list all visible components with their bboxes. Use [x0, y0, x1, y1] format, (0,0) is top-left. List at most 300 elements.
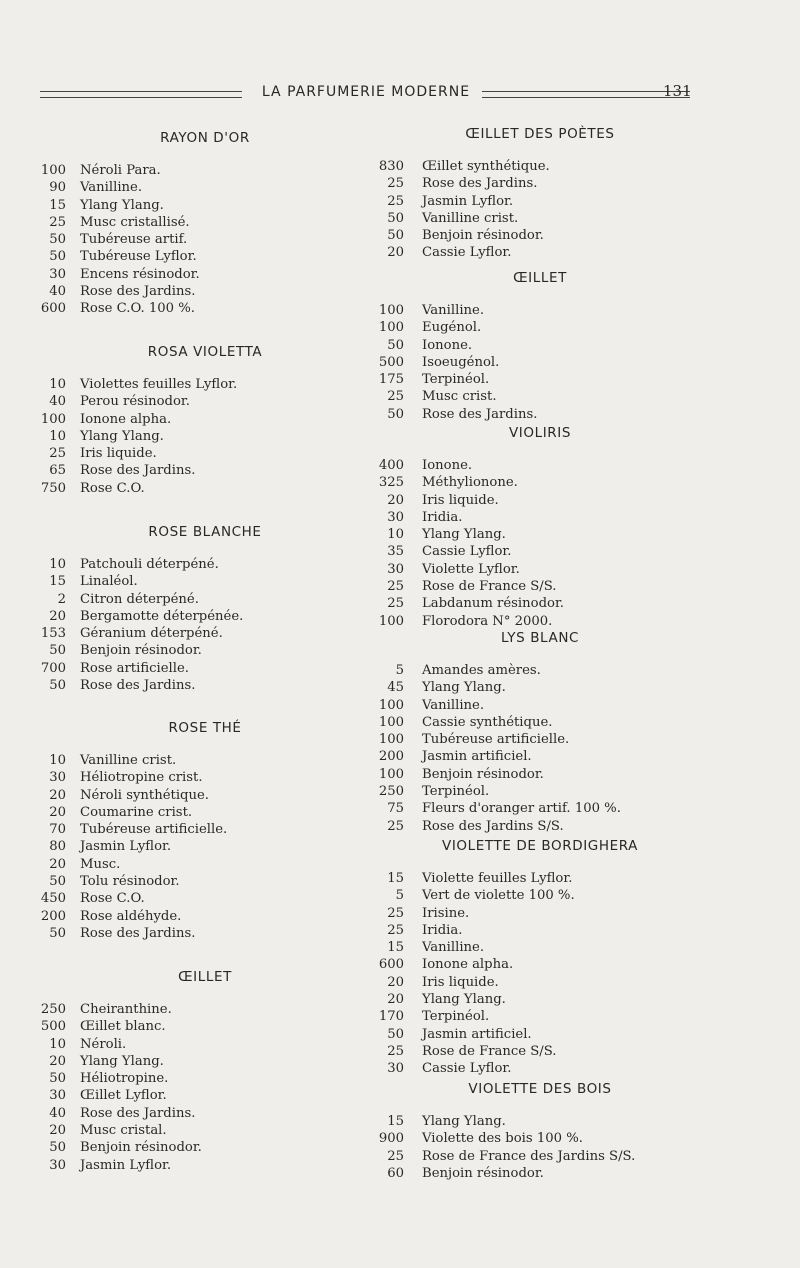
ingredient-row: [370, 302, 670, 319]
ingredient-row: [370, 679, 670, 696]
ingredient-quantity: 500: [40, 1019, 66, 1035]
ingredient-quantity: 15: [387, 871, 404, 886]
ingredient-row: [30, 677, 350, 694]
ingredient-row: [30, 283, 350, 300]
ingredient-row: [370, 613, 670, 630]
ingredient-row: [30, 1087, 350, 1104]
ingredient-quantity: 15: [49, 197, 66, 213]
ingredient-quantity: 170: [378, 1009, 404, 1025]
ingredient-row: [370, 939, 670, 956]
ingredient-row: [370, 922, 670, 939]
ingredient-quantity: 50: [49, 678, 66, 694]
ingredient-quantity: 25: [387, 1148, 404, 1164]
ingredient-name: Vanilline.: [80, 180, 143, 196]
ingredient-name: Citron déterpéné.: [80, 591, 199, 607]
ingredient-quantity: 200: [378, 749, 404, 765]
ingredient-list: [30, 1001, 350, 1174]
ingredient-name: Vanilline.: [422, 303, 485, 318]
recipe-title: ŒILLET DES POÈTES: [465, 126, 615, 142]
ingredient-name: Labdanum résinodor.: [422, 596, 565, 612]
ingredient-row: [370, 354, 670, 371]
ingredient-quantity: 50: [387, 228, 404, 244]
ingredient-quantity: 50: [49, 232, 66, 248]
ingredient-quantity: 25: [387, 905, 404, 921]
ingredient-name: Ylang Ylang.: [422, 527, 506, 543]
ingredient-row: [370, 905, 670, 922]
ingredient-quantity: 30: [49, 266, 66, 282]
ingredient-name: Jasmin Lyflor.: [80, 1157, 172, 1173]
ingredient-name: Bergamotte déterpénée.: [80, 608, 244, 624]
ingredient-name: Iridia.: [422, 509, 463, 525]
ingredient-row: [370, 766, 670, 783]
ingredient-row: [370, 319, 670, 336]
ingredient-name: Ionone alpha.: [422, 957, 514, 973]
ingredient-row: [370, 1130, 670, 1147]
ingredient-row: [370, 543, 670, 560]
recipe: [370, 270, 670, 423]
ingredient-quantity: 5: [395, 663, 404, 678]
ingredient-name: Rose des Jardins.: [80, 284, 196, 300]
ingredient-row: [30, 908, 350, 925]
recipe: [30, 344, 350, 497]
ingredient-name: Jasmin Lyflor.: [422, 193, 514, 209]
ingredient-list: [30, 752, 350, 942]
ingredient-quantity: 100: [40, 163, 66, 178]
ingredient-quantity: 30: [49, 770, 66, 786]
ingredient-name: Terpinéol.: [422, 1009, 490, 1025]
ingredient-name: Tubéreuse artificielle.: [422, 732, 570, 748]
ingredient-quantity: 40: [49, 284, 66, 300]
ingredient-name: Cheiranthine.: [80, 1002, 172, 1017]
ingredient-row: [30, 480, 350, 497]
ingredient-row: [30, 769, 350, 786]
ingredient-row: [370, 1113, 670, 1130]
ingredient-name: Violette Lyflor.: [422, 561, 520, 577]
recipe: [370, 838, 670, 1078]
ingredient-row: [370, 210, 670, 227]
ingredient-row: [370, 731, 670, 748]
ingredient-quantity: 450: [40, 891, 66, 907]
ingredient-quantity: 200: [40, 908, 66, 924]
ingredient-name: Benjoin résinodor.: [422, 228, 544, 244]
ingredient-row: [370, 388, 670, 405]
ingredient-quantity: 10: [49, 428, 66, 444]
ingredient-name: Rose artificielle.: [80, 660, 189, 676]
ingredient-quantity: 900: [378, 1131, 404, 1147]
ingredient-row: [370, 887, 670, 904]
ingredient-name: Ionone.: [422, 337, 473, 353]
ingredient-quantity: 250: [40, 1002, 66, 1017]
ingredient-name: Benjoin résinodor.: [422, 1165, 544, 1181]
ingredient-row: [30, 376, 350, 393]
ingredient-name: Violettes feuilles Lyflor.: [80, 377, 238, 392]
ingredient-quantity: 30: [49, 1088, 66, 1104]
ingredient-name: Jasmin artificiel.: [422, 749, 532, 765]
ingredient-name: Benjoin résinodor.: [422, 766, 544, 782]
ingredient-name: Tolu résinodor.: [80, 874, 180, 890]
ingredient-quantity: 30: [387, 509, 404, 525]
ingredient-name: Jasmin Lyflor.: [80, 839, 172, 855]
ingredient-name: Coumarine crist.: [80, 804, 193, 820]
ingredient-quantity: 15: [387, 940, 404, 956]
ingredient-row: [30, 1036, 350, 1053]
ingredient-quantity: 10: [49, 557, 66, 572]
ingredient-row: [370, 193, 670, 210]
ingredient-name: Musc cristallisé.: [80, 214, 190, 230]
ingredient-row: [30, 214, 350, 231]
ingredient-row: [30, 1001, 350, 1018]
ingredient-quantity: 25: [387, 922, 404, 938]
recipe: [370, 1081, 670, 1182]
ingredient-name: Rose des Jardins.: [80, 678, 196, 694]
ingredient-name: Œillet synthétique.: [422, 159, 550, 174]
ingredient-name: Géranium déterpéné.: [80, 626, 223, 642]
recipe: [370, 630, 670, 835]
ingredient-name: Rose des Jardins S/S.: [422, 818, 564, 834]
ingredient-row: [30, 179, 350, 196]
ingredient-name: Iridia.: [422, 922, 463, 938]
ingredient-quantity: 250: [378, 784, 404, 800]
ingredient-quantity: 175: [378, 372, 404, 388]
ingredient-row: [30, 660, 350, 677]
recipe: [30, 130, 350, 318]
ingredient-name: Cassie Lyflor.: [422, 544, 512, 560]
ingredient-quantity: 100: [378, 697, 404, 713]
ingredient-row: [370, 1148, 670, 1165]
ingredient-name: Amandes amères.: [422, 663, 541, 678]
running-title: LA PARFUMERIE MODERNE: [261, 84, 471, 100]
ingredient-name: Irisine.: [422, 905, 470, 921]
ingredient-quantity: 25: [387, 596, 404, 612]
ingredient-row: [30, 1122, 350, 1139]
ingredient-row: [370, 1008, 670, 1025]
header-rule-right: [482, 91, 690, 98]
ingredient-name: Vanilline crist.: [80, 753, 177, 768]
recipe: [370, 425, 670, 630]
ingredient-name: Rose de France S/S.: [422, 579, 557, 595]
ingredient-quantity: 20: [387, 245, 404, 261]
ingredient-name: Vert de violette 100 %.: [422, 888, 575, 904]
ingredient-quantity: 15: [49, 574, 66, 590]
recipe-title: ROSA VIOLETTA: [147, 344, 263, 360]
recipe-title: VIOLIRIS: [508, 425, 572, 441]
ingredient-row: [30, 231, 350, 248]
ingredient-quantity: 50: [387, 1026, 404, 1042]
ingredient-quantity: 20: [387, 992, 404, 1008]
ingredient-quantity: 100: [378, 613, 404, 629]
ingredient-row: [370, 561, 670, 578]
ingredient-name: Rose C.O.: [80, 891, 145, 907]
ingredient-name: Patchouli déterpéné.: [80, 557, 219, 572]
ingredient-name: Musc.: [80, 856, 121, 872]
header-rule-left: [40, 91, 242, 98]
ingredient-quantity: 600: [378, 957, 404, 973]
ingredient-row: [30, 445, 350, 462]
ingredient-name: Rose des Jardins.: [422, 176, 538, 192]
ingredient-list: [30, 162, 350, 318]
ingredient-row: [370, 956, 670, 973]
ingredient-name: Cassie Lyflor.: [422, 245, 512, 261]
ingredient-list: [370, 662, 670, 835]
ingredient-name: Musc crist.: [422, 389, 497, 405]
ingredient-row: [370, 662, 670, 679]
ingredient-quantity: 830: [378, 159, 404, 174]
ingredient-row: [30, 428, 350, 445]
ingredient-quantity: 50: [387, 406, 404, 422]
ingredient-name: Néroli.: [80, 1036, 127, 1052]
ingredient-quantity: 25: [387, 176, 404, 192]
ingredient-list: [370, 1113, 670, 1182]
ingredient-name: Rose aldéhyde.: [80, 908, 182, 924]
ingredient-row: [30, 1139, 350, 1156]
ingredient-row: [30, 411, 350, 428]
ingredient-row: [370, 337, 670, 354]
ingredient-row: [370, 1060, 670, 1077]
ingredient-name: Néroli synthétique.: [80, 787, 209, 803]
ingredient-row: [30, 642, 350, 659]
ingredient-list: [370, 870, 670, 1078]
ingredient-name: Rose des Jardins.: [80, 463, 196, 479]
ingredient-row: [370, 991, 670, 1008]
ingredient-name: Terpinéol.: [422, 372, 490, 388]
ingredient-quantity: 10: [49, 753, 66, 768]
ingredient-quantity: 75: [387, 801, 404, 817]
ingredient-row: [370, 800, 670, 817]
ingredient-quantity: 5: [395, 888, 404, 904]
page-number: 131: [663, 82, 692, 100]
recipe: [30, 524, 350, 694]
ingredient-quantity: 30: [387, 561, 404, 577]
ingredient-row: [370, 783, 670, 800]
ingredient-row: [30, 873, 350, 890]
ingredient-name: Ionone alpha.: [80, 411, 172, 427]
ingredient-name: Vanilline crist.: [422, 210, 519, 226]
ingredient-quantity: 100: [40, 411, 66, 427]
ingredient-quantity: 100: [378, 714, 404, 730]
ingredient-row: [370, 748, 670, 765]
ingredient-row: [370, 974, 670, 991]
recipe-title: ROSE THÉ: [168, 720, 242, 736]
ingredient-quantity: 20: [49, 1123, 66, 1139]
ingredient-name: Iris liquide.: [422, 974, 499, 990]
ingredient-row: [30, 266, 350, 283]
ingredient-row: [370, 509, 670, 526]
ingredient-row: [370, 818, 670, 835]
ingredient-row: [30, 197, 350, 214]
ingredient-name: Ylang Ylang.: [422, 992, 506, 1008]
ingredient-name: Néroli Para.: [80, 163, 161, 178]
ingredient-quantity: 700: [40, 660, 66, 676]
ingredient-name: Tubéreuse artif.: [80, 232, 188, 248]
ingredient-name: Ylang Ylang.: [80, 1053, 164, 1069]
ingredient-row: [30, 248, 350, 265]
ingredient-row: [370, 1165, 670, 1182]
ingredient-quantity: 400: [378, 458, 404, 473]
ingredient-name: Encens résinodor.: [80, 266, 200, 282]
ingredient-name: Méthylionone.: [422, 475, 518, 491]
ingredient-quantity: 25: [387, 389, 404, 405]
ingredient-quantity: 25: [49, 214, 66, 230]
ingredient-row: [370, 406, 670, 423]
ingredient-row: [30, 1105, 350, 1122]
ingredient-quantity: 45: [387, 680, 404, 696]
ingredient-row: [370, 1043, 670, 1060]
ingredient-row: [30, 787, 350, 804]
ingredient-row: [30, 462, 350, 479]
ingredient-list: [370, 158, 670, 262]
recipe-title: RAYON D'OR: [160, 130, 250, 146]
ingredient-name: Ionone.: [422, 458, 473, 473]
ingredient-name: Jasmin artificiel.: [422, 1026, 532, 1042]
ingredient-quantity: 70: [49, 822, 66, 838]
ingredient-quantity: 90: [49, 180, 66, 196]
ingredient-name: Héliotropine crist.: [80, 770, 203, 786]
ingredient-name: Violette des bois 100 %.: [422, 1131, 583, 1147]
ingredient-quantity: 10: [49, 1036, 66, 1052]
ingredient-quantity: 20: [49, 856, 66, 872]
ingredient-row: [30, 1070, 350, 1087]
ingredient-quantity: 25: [49, 446, 66, 462]
ingredient-quantity: 50: [49, 874, 66, 890]
ingredient-name: Florodora N° 2000.: [422, 613, 553, 629]
ingredient-row: [30, 556, 350, 573]
ingredient-quantity: 40: [49, 1105, 66, 1121]
ingredient-name: Musc cristal.: [80, 1123, 167, 1139]
ingredient-name: Violette feuilles Lyflor.: [422, 871, 573, 886]
ingredient-name: Tubéreuse Lyflor.: [80, 249, 197, 265]
ingredient-row: [370, 714, 670, 731]
ingredient-quantity: 35: [387, 544, 404, 560]
ingredient-quantity: 600: [40, 301, 66, 317]
ingredient-row: [370, 578, 670, 595]
ingredient-quantity: 30: [49, 1157, 66, 1173]
ingredient-list: [30, 556, 350, 694]
ingredient-row: [370, 244, 670, 261]
ingredient-row: [370, 697, 670, 714]
ingredient-quantity: 50: [49, 925, 66, 941]
ingredient-name: Œillet blanc.: [80, 1019, 166, 1035]
ingredient-row: [30, 1157, 350, 1174]
ingredient-quantity: 20: [387, 974, 404, 990]
ingredient-name: Vanilline.: [422, 697, 485, 713]
recipe-title: ŒILLET: [513, 270, 567, 286]
page-header: [40, 82, 692, 104]
ingredient-name: Ylang Ylang.: [422, 680, 506, 696]
ingredient-row: [30, 1053, 350, 1070]
ingredient-row: [370, 474, 670, 491]
ingredient-quantity: 100: [378, 320, 404, 336]
ingredient-name: Héliotropine.: [80, 1071, 169, 1087]
ingredient-row: [30, 591, 350, 608]
ingredient-name: Fleurs d'oranger artif. 100 %.: [422, 801, 621, 817]
ingredient-list: [30, 376, 350, 497]
ingredient-row: [30, 625, 350, 642]
ingredient-name: Eugénol.: [422, 320, 482, 336]
ingredient-name: Benjoin résinodor.: [80, 1140, 202, 1156]
ingredient-quantity: 25: [387, 579, 404, 595]
ingredient-row: [30, 925, 350, 942]
ingredient-row: [30, 573, 350, 590]
ingredient-quantity: 10: [49, 377, 66, 392]
ingredient-list: [370, 302, 670, 423]
ingredient-row: [30, 752, 350, 769]
ingredient-quantity: 10: [387, 527, 404, 543]
ingredient-quantity: 20: [387, 492, 404, 508]
ingredient-quantity: 100: [378, 732, 404, 748]
ingredient-quantity: 100: [378, 303, 404, 318]
ingredient-name: Ylang Ylang.: [80, 428, 164, 444]
ingredient-row: [370, 870, 670, 887]
ingredient-name: Tubéreuse artificielle.: [80, 822, 228, 838]
ingredient-quantity: 500: [378, 354, 404, 370]
ingredient-row: [30, 890, 350, 907]
recipe: [30, 720, 350, 942]
ingredient-row: [370, 526, 670, 543]
ingredient-row: [370, 595, 670, 612]
ingredient-quantity: 25: [387, 193, 404, 209]
ingredient-quantity: 80: [49, 839, 66, 855]
ingredient-row: [30, 300, 350, 317]
ingredient-quantity: 2: [57, 591, 66, 607]
ingredient-name: Rose C.O. 100 %.: [80, 301, 195, 317]
ingredient-quantity: 25: [387, 1043, 404, 1059]
ingredient-row: [30, 821, 350, 838]
ingredient-quantity: 750: [40, 480, 66, 496]
ingredient-name: Terpinéol.: [422, 784, 490, 800]
ingredient-name: Rose de France des Jardins S/S.: [422, 1148, 636, 1164]
ingredient-name: Rose C.O.: [80, 480, 145, 496]
ingredient-quantity: 20: [49, 1053, 66, 1069]
recipe-title: ROSE BLANCHE: [148, 524, 262, 540]
ingredient-row: [370, 227, 670, 244]
ingredient-name: Rose des Jardins.: [80, 925, 196, 941]
ingredient-quantity: 50: [49, 1071, 66, 1087]
ingredient-name: Linaléol.: [80, 574, 138, 590]
ingredient-name: Iris liquide.: [80, 446, 157, 462]
ingredient-name: Rose des Jardins.: [80, 1105, 196, 1121]
ingredient-row: [30, 856, 350, 873]
ingredient-name: Perou résinodor.: [80, 394, 190, 410]
ingredient-quantity: 20: [49, 804, 66, 820]
ingredient-row: [370, 492, 670, 509]
ingredient-quantity: 153: [40, 626, 66, 642]
ingredient-name: Iris liquide.: [422, 492, 499, 508]
ingredient-row: [30, 393, 350, 410]
ingredient-row: [30, 804, 350, 821]
ingredient-row: [30, 1018, 350, 1035]
ingredient-quantity: 65: [49, 463, 66, 479]
ingredient-name: Isoeugénol.: [422, 354, 500, 370]
ingredient-row: [30, 838, 350, 855]
ingredient-row: [30, 608, 350, 625]
ingredient-quantity: 50: [387, 337, 404, 353]
ingredient-name: Vanilline.: [422, 940, 485, 956]
recipe: [370, 126, 670, 262]
ingredient-quantity: 20: [49, 608, 66, 624]
ingredient-row: [370, 371, 670, 388]
ingredient-quantity: 25: [387, 818, 404, 834]
ingredient-row: [370, 1026, 670, 1043]
ingredient-row: [30, 162, 350, 179]
ingredient-quantity: 100: [378, 766, 404, 782]
ingredient-row: [370, 457, 670, 474]
ingredient-quantity: 50: [49, 249, 66, 265]
ingredient-name: Benjoin résinodor.: [80, 643, 202, 659]
ingredient-quantity: 20: [49, 787, 66, 803]
ingredient-quantity: 15: [387, 1114, 404, 1129]
ingredient-quantity: 30: [387, 1061, 404, 1077]
ingredient-name: Rose de France S/S.: [422, 1043, 557, 1059]
